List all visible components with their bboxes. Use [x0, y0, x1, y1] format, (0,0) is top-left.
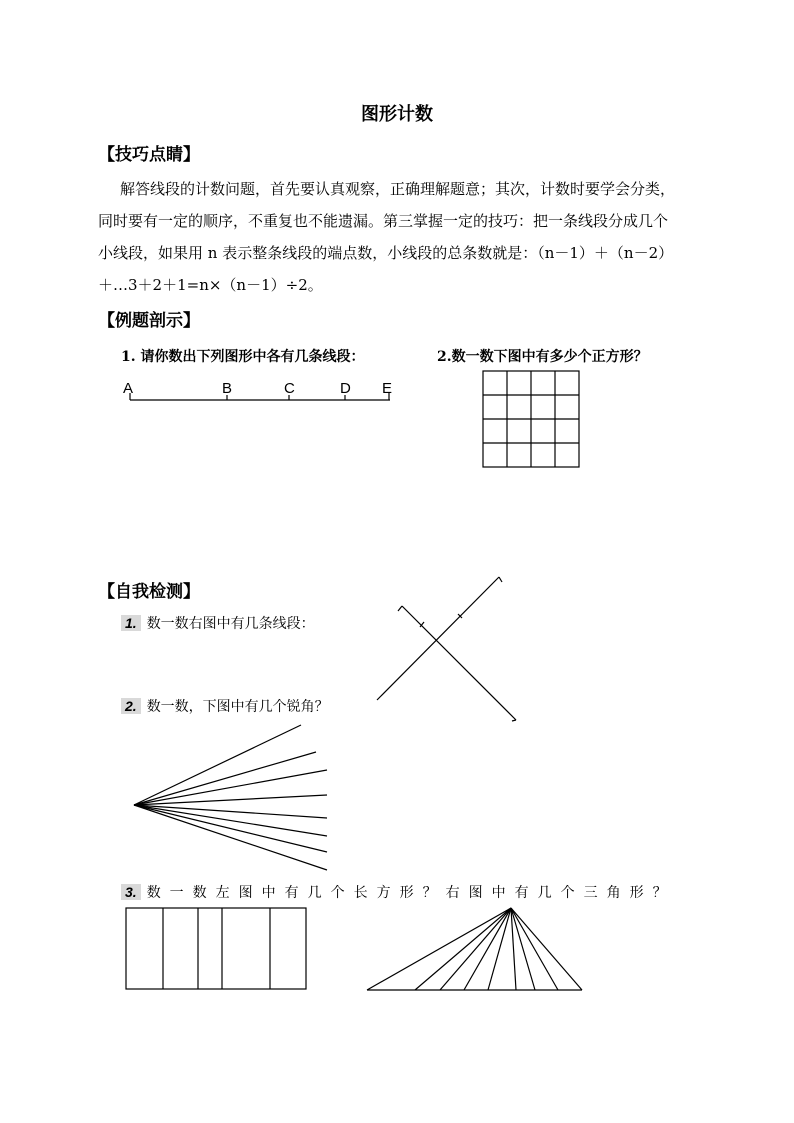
cross-line-1 [377, 577, 499, 700]
ray [134, 805, 327, 870]
tips-line-1: 解答线段的计数问题，首先要认真观察，正确理解题意；其次，计数时要学会分类， [120, 180, 676, 198]
section-heading-examples: 【例题剖示】 [98, 311, 200, 331]
point-label-d: D [340, 380, 351, 397]
triangle-line [415, 908, 511, 990]
cross-line-2-start-tick [398, 606, 402, 611]
angle-rays-figure [134, 725, 327, 870]
rectangles-figure [126, 908, 306, 989]
question-text: 数一数左图中有几个长方形？右图中有几个三角形？ [146, 885, 676, 901]
cross-line-2 [402, 606, 516, 720]
point-label-b: B [222, 380, 233, 397]
cross-line-2-end-tick [512, 720, 516, 721]
triangle-line [511, 908, 535, 990]
ray [134, 725, 301, 805]
triangle-line [488, 908, 511, 990]
ray [134, 805, 327, 836]
triangle-side [511, 908, 582, 990]
point-label-e: E [382, 380, 393, 397]
point-label-c: C [284, 380, 295, 397]
triangle-side [367, 908, 511, 990]
triangles-figure [367, 908, 582, 990]
example-question-1: 1. 请你数出下列图形中各有几条线段： [121, 349, 365, 365]
cross-line-1-end-tick [499, 577, 502, 582]
section-heading-tips: 【技巧点睛】 [98, 145, 200, 165]
triangle-line [440, 908, 511, 990]
point-label-a: A [123, 380, 134, 397]
tips-line-2: 同时要有一定的顺序，不重复也不能遗漏。第三掌握一定的技巧：把一条线段分成几个 [98, 212, 669, 230]
question-number: 2. [121, 698, 141, 714]
outer-rectangle [126, 908, 306, 989]
triangle-line [511, 908, 516, 990]
question-number: 3. [121, 884, 141, 900]
triangle-line [464, 908, 511, 990]
crossing-lines-figure [377, 577, 516, 721]
question-text: 数一数右图中有几条线段： [146, 616, 315, 632]
section-heading-selfcheck: 【自我检测】 [98, 582, 200, 602]
tips-line-4: ＋…3＋2＋1=n×（n－1）÷2。 [98, 276, 323, 294]
triangle-line [511, 908, 558, 990]
page-title: 图形计数 [361, 104, 433, 125]
tips-line-3: 小线段，如果用 n 表示整条线段的端点数，小线段的总条数就是：（n－1）＋（n－2） [98, 244, 674, 262]
question-number: 1. [121, 615, 141, 631]
question-text: 数一数，下图中有几个锐角？ [146, 699, 329, 715]
square-grid [483, 371, 579, 467]
segment-figure [130, 393, 390, 400]
example-question-2: 2.数一数下图中有多少个正方形？ [437, 349, 648, 365]
